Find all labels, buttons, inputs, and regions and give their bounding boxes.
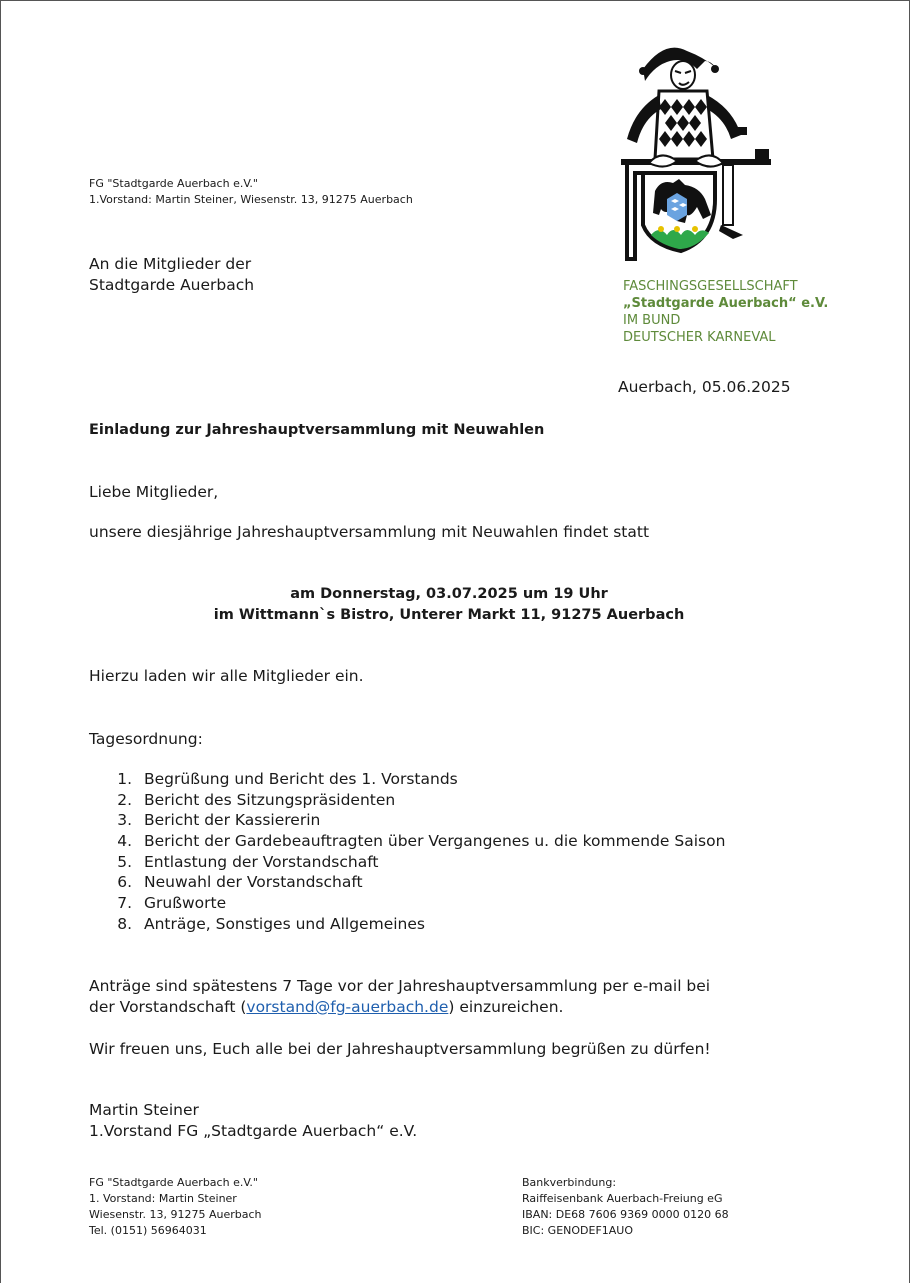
signature-block [89,1100,417,1142]
agenda-item-number: 1. [117,770,132,788]
footer-left-line-4: Tel. (0151) 56964031 [89,1224,207,1237]
agenda-item [105,769,725,790]
signature-name: Martin Steiner [89,1101,199,1119]
sender-line-2: 1.Vorstand: Martin Steiner, Wiesenstr. 13, 91275 Auerbach [89,193,413,206]
footer-right-line-4: BIC: GENODEF1AUO [522,1224,634,1237]
agenda-item-text: Entlastung der Vorstandschaft [144,852,379,871]
footer-left-line-2: 1. Vorstand: Martin Steiner [89,1192,237,1205]
agenda-item-text: Bericht des Sitzungspräsidenten [144,790,396,809]
salutation: Liebe Mitglieder, [89,483,219,501]
letter-date: Auerbach, 05.06.2025 [618,378,791,396]
agenda-item-number: 6. [117,873,132,892]
motions-line-2-pre: der Vorstandschaft ( [89,998,247,1016]
agenda-item-number: 5. [117,852,132,871]
agenda-item [105,810,725,831]
footer-right-line-1: Bankverbindung: [522,1176,617,1189]
agenda-item-number: 3. [117,811,132,830]
intro-text: unsere diesjährige Jahreshauptversammlung mit Neuwahlen findet statt [89,523,650,541]
event-when: am Donnerstag, 03.07.2025 um 19 Uhr [290,586,608,602]
org-line-2: „Stadtgarde Auerbach“ e.V. [623,296,829,311]
agenda-item-text: Anträge, Sonstiges und Allgemeines [144,914,425,933]
event-where: im Wittmann`s Bistro, Unterer Markt 11, 91275 Auerbach [213,606,685,623]
agenda-item [105,852,725,873]
agenda-item [105,790,725,811]
invite-text: Hierzu laden wir alle Mitglieder ein. [89,667,364,685]
footer-left-line-3: Wiesenstr. 13, 91275 Auerbach [89,1208,262,1221]
footer-left [89,1175,262,1239]
org-line-4: DEUTSCHER KARNEVAL [623,330,776,345]
agenda-item-number: 8. [117,914,132,933]
agenda-item-number: 2. [117,790,132,809]
agenda-item-text: Neuwahl der Vorstandschaft [144,873,363,892]
agenda-item-number: 7. [117,894,132,913]
motions-line-2-post: ) einzureichen. [448,998,564,1016]
recipient-line-1: An die Mitglieder der [89,255,252,273]
footer-left-line-1: FG "Stadtgarde Auerbach e.V." [89,1176,258,1189]
event-details [89,584,809,625]
agenda-item-text: Begrüßung und Bericht des 1. Vorstands [144,770,458,788]
footer-right [522,1175,729,1239]
agenda-list [105,769,725,935]
recipient-block [89,254,254,296]
agenda-item [105,893,725,914]
org-line-3: IM BUND [623,313,681,328]
agenda-item-number: 4. [117,832,132,851]
agenda-item-text: Bericht der Kassiererin [144,811,321,830]
jester-crest-logo-icon [615,39,775,269]
agenda-item [105,831,725,852]
footer-right-line-3: IBAN: DE68 7606 9369 0000 0120 68 [522,1208,729,1221]
motions-paragraph [89,976,710,1018]
organization-block [623,278,828,346]
sender-line-1: FG "Stadtgarde Auerbach e.V." [89,177,258,190]
agenda-item-text: Grußworte [144,894,227,913]
sender-block [89,176,413,208]
email-link[interactable]: vorstand@fg-auerbach.de [246,998,449,1016]
recipient-line-2: Stadtgarde Auerbach [89,276,255,294]
letter-subject: Einladung zur Jahreshauptversammlung mit Neuwahlen [89,422,545,438]
closing-text: Wir freuen uns, Euch alle bei der Jahreshauptversammlung begrüßen zu dürfen! [89,1040,711,1058]
agenda-item-text: Bericht der Gardebeauftragten über Vergangenes u. die kommende Saison [144,832,726,851]
agenda-item [105,914,725,935]
org-line-1: FASCHINGSGESELLSCHAFT [623,279,798,294]
agenda-item [105,872,725,893]
agenda-title: Tagesordnung: [89,730,203,748]
signature-role: 1.Vorstand FG „Stadtgarde Auerbach“ e.V. [89,1122,418,1140]
motions-line-1: Anträge sind spätestens 7 Tage vor der Jahreshauptversammlung per e-mail bei [89,977,711,995]
footer-right-line-2: Raiffeisenbank Auerbach-Freiung eG [522,1192,723,1205]
motions-line-2 [89,997,710,1018]
